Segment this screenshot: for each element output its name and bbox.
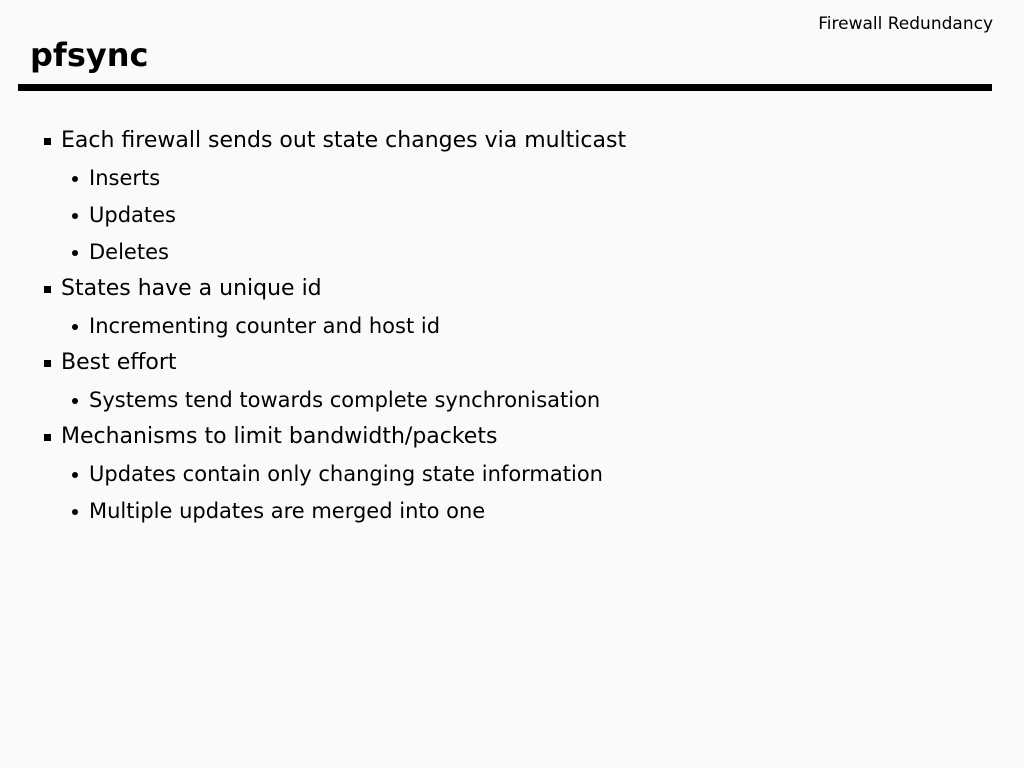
dot-bullet-icon <box>72 398 78 404</box>
bullet-list <box>0 122 1024 529</box>
bullet-text: States have a unique id <box>61 276 322 301</box>
dot-bullet-icon <box>72 324 78 330</box>
sub-bullet-item <box>0 233 1024 270</box>
bullet-item <box>0 122 1024 159</box>
page-title: pfsync <box>30 36 149 74</box>
square-bullet-icon <box>44 360 51 367</box>
bullet-text: Best effort <box>61 350 177 375</box>
bullet-text: Inserts <box>89 165 161 190</box>
bullet-text: Each firewall sends out state changes via multicast <box>61 128 627 153</box>
sub-bullet-item <box>0 455 1024 492</box>
bullet-text: Incrementing counter and host id <box>89 313 441 338</box>
title-divider <box>18 84 992 91</box>
square-bullet-icon <box>44 286 51 293</box>
sub-bullet-item <box>0 196 1024 233</box>
sub-bullet-item <box>0 381 1024 418</box>
bullet-text: Systems tend towards complete synchronisation <box>89 387 601 412</box>
dot-bullet-icon <box>72 472 78 478</box>
square-bullet-icon <box>44 434 51 441</box>
sub-bullet-item <box>0 307 1024 344</box>
dot-bullet-icon <box>72 250 78 256</box>
bullet-text: Mechanisms to limit bandwidth/packets <box>61 424 498 449</box>
bullet-item <box>0 344 1024 381</box>
bullet-text: Deletes <box>89 239 169 264</box>
bullet-item <box>0 418 1024 455</box>
bullet-text: Updates <box>89 202 176 227</box>
square-bullet-icon <box>44 138 51 145</box>
sub-bullet-item <box>0 159 1024 196</box>
dot-bullet-icon <box>72 509 78 515</box>
slide-header-label: Firewall Redundancy <box>818 14 993 34</box>
dot-bullet-icon <box>72 176 78 182</box>
sub-bullet-item <box>0 492 1024 529</box>
bullet-text: Multiple updates are merged into one <box>89 498 486 523</box>
dot-bullet-icon <box>72 213 78 219</box>
bullet-text: Updates contain only changing state information <box>89 461 603 486</box>
bullet-item <box>0 270 1024 307</box>
